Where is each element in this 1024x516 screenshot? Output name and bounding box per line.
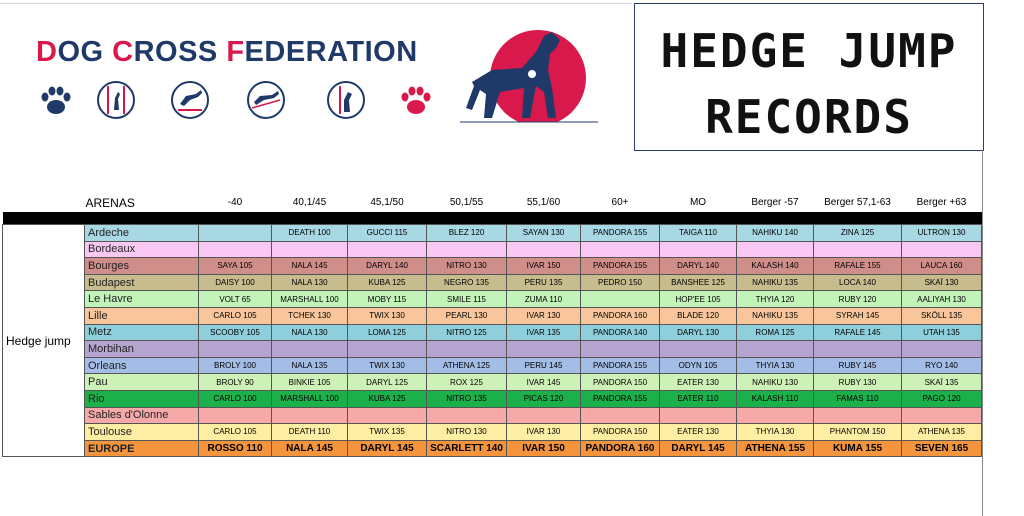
table-row [3,291,982,308]
column-header: 45,1/50 [348,193,427,212]
record-cell: HOP'EE 105 [660,291,737,308]
hedge-jumper-icon [96,80,136,120]
record-cell [737,341,814,358]
record-cell: PANDORA 150 [581,424,660,441]
record-cell: IVAR 150 [507,440,581,457]
record-cell: EATER 130 [660,424,737,441]
record-cell: THYIA 120 [737,291,814,308]
record-cell: DARYL 130 [660,324,737,341]
record-cell: PHANTOM 150 [814,424,902,441]
record-cell [348,407,427,424]
record-cell: TWIX 135 [348,424,427,441]
header-spacer [3,193,85,212]
record-cell: IVAR 130 [507,307,581,324]
record-cell: ZUMA 110 [507,291,581,308]
record-cell: BANSHEE 125 [660,274,737,291]
column-header: Berger 57,1-63 [814,193,902,212]
record-cell: NITRO 130 [427,258,507,275]
record-cell [902,241,982,258]
arena-name: Pau [85,374,199,391]
record-cell: DARYL 145 [348,440,427,457]
record-cell: BLADE 120 [660,307,737,324]
record-cell: DARYL 140 [348,258,427,275]
record-cell: BROLY 100 [199,357,272,374]
record-cell [814,407,902,424]
table-row [3,390,982,407]
hedge-jump-records-title [634,3,984,151]
record-cell: SCARLETT 140 [427,440,507,457]
record-cell: AALIYAH 130 [902,291,982,308]
top-rule [0,3,632,4]
column-header: -40 [199,193,272,212]
record-cell: ATHENA 155 [737,440,814,457]
record-cell: PANDORA 155 [581,225,660,242]
title-line-2: RECORDS [705,90,913,144]
side-label: Hedge jump [3,225,85,457]
record-cell: CARLO 100 [199,390,272,407]
record-cell: TAIGA 110 [660,225,737,242]
record-cell: PANDORA 160 [581,307,660,324]
table-row [3,324,982,341]
record-cell [507,407,581,424]
table-row [3,241,982,258]
record-cell [199,225,272,242]
record-cell: CARLO 105 [199,307,272,324]
table-row [3,225,982,242]
column-header: MO [660,193,737,212]
record-cell: PANDORA 140 [581,324,660,341]
column-header: 50,1/55 [427,193,507,212]
record-cell: DARYL 125 [348,374,427,391]
table-row [3,341,982,358]
table-row [3,374,982,391]
record-cell: IVAR 135 [507,324,581,341]
column-header: 60+ [581,193,660,212]
record-cell: IVAR 130 [507,424,581,441]
record-cell: TWIX 130 [348,307,427,324]
record-cell [427,241,507,258]
record-cell [199,241,272,258]
federation-logo-title: DOG CROSS FEDERATION [36,36,418,68]
record-cell: PANDORA 155 [581,390,660,407]
table-row [3,424,982,441]
record-cell: NALA 145 [272,440,348,457]
record-cell: LAUCA 160 [902,258,982,275]
record-cell [427,407,507,424]
record-cell: PAGO 120 [902,390,982,407]
record-cell: KUBA 125 [348,274,427,291]
record-cell: KALASH 110 [737,390,814,407]
arena-name: Morbihan [85,341,199,358]
record-cell: PANDORA 150 [581,374,660,391]
paw-icon [396,80,436,120]
arena-name: Toulouse [85,424,199,441]
table-row [3,274,982,291]
record-cell: ULTRON 130 [902,225,982,242]
record-cell: PEARL 130 [427,307,507,324]
record-cell [581,407,660,424]
record-cell [427,341,507,358]
record-cell: FAMAS 110 [814,390,902,407]
table-row [3,258,982,275]
record-cell: NALA 130 [272,274,348,291]
record-cell: NALA 130 [272,324,348,341]
record-cell: LOCA 140 [814,274,902,291]
record-cell [348,241,427,258]
table-row [3,307,982,324]
record-cell: ODYN 105 [660,357,737,374]
record-cell: SAYAN 130 [507,225,581,242]
column-header: Berger -57 [737,193,814,212]
record-cell: DAISY 100 [199,274,272,291]
record-cell: BROLY 90 [199,374,272,391]
record-cell: NITRO 125 [427,324,507,341]
record-cell: THYIA 130 [737,424,814,441]
right-divider [982,150,983,516]
record-cell [814,341,902,358]
record-cell [581,241,660,258]
record-cell [348,341,427,358]
record-cell: TCHEK 130 [272,307,348,324]
record-cell [814,241,902,258]
arena-name: EUROPE [85,440,199,457]
record-cell: PICAS 120 [507,390,581,407]
record-cell: SYRAH 145 [814,307,902,324]
record-cell: RAFALE 145 [814,324,902,341]
record-cell: BLEZ 120 [427,225,507,242]
record-cell: NITRO 135 [427,390,507,407]
record-cell: NEGRO 135 [427,274,507,291]
records-table [2,193,982,457]
arena-name: Rio [85,390,199,407]
arena-name: Metz [85,324,199,341]
record-cell: RUBY 130 [814,374,902,391]
record-cell: DEATH 100 [272,225,348,242]
record-cell: TWIX 130 [348,357,427,374]
table-row [3,407,982,424]
record-cell: RAFALE 155 [814,258,902,275]
record-cell: PANDORA 155 [581,357,660,374]
europe-row [3,440,982,457]
record-cell: SCOOBY 105 [199,324,272,341]
arena-name: Lille [85,307,199,324]
record-cell [272,241,348,258]
record-cell: SKAÏ 130 [902,274,982,291]
record-cell: PEDRO 150 [581,274,660,291]
title-line-1: HEDGE JUMP [660,24,958,78]
record-cell: MARSHALL 100 [272,291,348,308]
running-dog-icon [246,80,286,120]
record-cell [199,407,272,424]
table-row [3,357,982,374]
record-cell: NAHIKU 135 [737,274,814,291]
record-cell [660,241,737,258]
record-cell [660,407,737,424]
record-cell: ATHENA 125 [427,357,507,374]
record-cell [737,407,814,424]
record-cell [581,341,660,358]
record-cell: MOBY 115 [348,291,427,308]
table-header-row [3,193,982,212]
black-bar [3,212,982,225]
discipline-icons [36,80,446,124]
record-cell: KUMA 155 [814,440,902,457]
record-cell [272,407,348,424]
record-cell: PANDORA 155 [581,258,660,275]
hurdle-dog-icon [170,80,210,120]
arena-name: Sables d'Olonne [85,407,199,424]
arena-name: Le Havre [85,291,199,308]
arena-name: Ardeche [85,225,199,242]
arenas-label: ARENAS [85,193,199,212]
record-cell: NALA 145 [272,258,348,275]
record-cell: SKAÏ 135 [902,374,982,391]
column-header: Berger +63 [902,193,982,212]
record-cell: DARYL 145 [660,440,737,457]
record-cell: RUBY 120 [814,291,902,308]
record-cell: IVAR 145 [507,374,581,391]
record-cell [507,341,581,358]
record-cell: ROMA 125 [737,324,814,341]
record-cell: EATER 130 [660,374,737,391]
dog-emblem-icon [452,22,600,134]
record-cell [737,241,814,258]
paw-icon [36,80,76,120]
record-cell: CARLO 105 [199,424,272,441]
record-cell: SEVEN 165 [902,440,982,457]
record-cell: NAHIKU 140 [737,225,814,242]
record-cell [902,341,982,358]
record-cell: ROX 125 [427,374,507,391]
record-cell: SAYA 105 [199,258,272,275]
arena-name: Budapest [85,274,199,291]
record-cell: LOMA 125 [348,324,427,341]
record-cell: BINKIE 105 [272,374,348,391]
record-cell: ZINA 125 [814,225,902,242]
arena-name: Bourges [85,258,199,275]
record-cell: GUCCI 115 [348,225,427,242]
record-cell [507,241,581,258]
record-cell [902,407,982,424]
record-cell: UTAH 135 [902,324,982,341]
record-cell: DEATH 110 [272,424,348,441]
record-cell: RYO 140 [902,357,982,374]
arena-name: Orleans [85,357,199,374]
record-cell: RUBY 145 [814,357,902,374]
record-cell: ROSSO 110 [199,440,272,457]
record-cell: THYIA 130 [737,357,814,374]
record-cell [581,291,660,308]
record-cell: DARYL 140 [660,258,737,275]
record-cell: PANDORA 160 [581,440,660,457]
record-cell [660,341,737,358]
record-cell [272,341,348,358]
arena-name: Bordeaux [85,241,199,258]
high-jumper-icon [326,80,366,120]
record-cell: NALA 135 [272,357,348,374]
record-cell: SKÖLL 135 [902,307,982,324]
record-cell: ATHENA 135 [902,424,982,441]
record-cell: NITRO 130 [427,424,507,441]
record-cell: VOLT 65 [199,291,272,308]
record-cell: NAHIKU 130 [737,374,814,391]
record-cell: MARSHALL 100 [272,390,348,407]
record-cell: PERU 145 [507,357,581,374]
black-bar-cell [3,212,982,225]
column-header: 40,1/45 [272,193,348,212]
record-cell: PERU 135 [507,274,581,291]
record-cell: EATER 110 [660,390,737,407]
column-header: 55,1/60 [507,193,581,212]
record-cell: KUBA 125 [348,390,427,407]
record-cell: NAHIKU 135 [737,307,814,324]
record-cell: IVAR 150 [507,258,581,275]
record-cell [199,341,272,358]
record-cell: KALASH 140 [737,258,814,275]
record-cell: SMILE 115 [427,291,507,308]
